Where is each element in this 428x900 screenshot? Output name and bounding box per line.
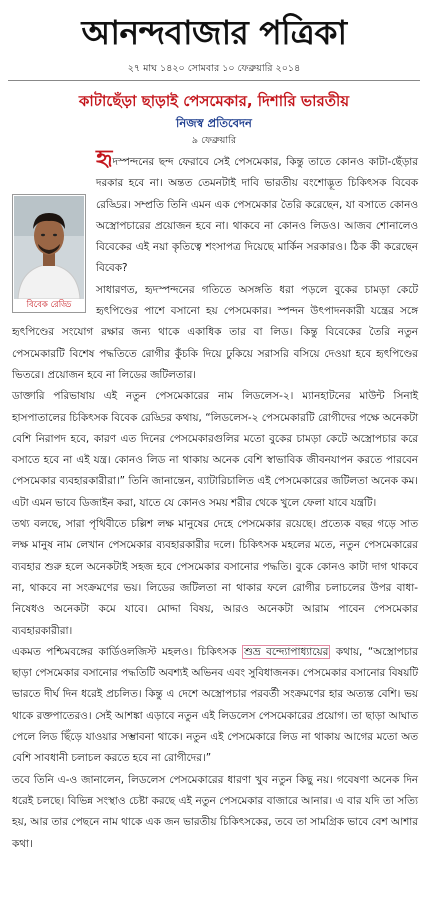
paragraph-1 xyxy=(12,146,418,310)
author-photo xyxy=(12,194,86,313)
paragraph-2-text: সাধারণত, হৃদস্পন্দনের গতিতে অসঙ্গতি ধরা পড়লে বুকের চামড়া কেটে হৃৎপিণ্ডের পাশে বসানো হয় পেসমেকার। স্পন্দন উৎপাদনকারী যন্ত্রের সঙ্গে হৃৎপিণ্ডের সংযোগ রক্ষার জন্য থাকে একাধিক তার বা লিড। কিন্তু বিবেকের তৈরি নতুন পেসমেকারটি বিশেষ পদ্ধতিতে রোগীর কুঁচকি দিয়ে ঢুকিয়ে সরাসরি বসিয়ে দেওয়া হবে হৃৎপিণ্ডের ভিতরে। প্রয়োজন হবে না লিডের জটিলতার। xyxy=(12,283,418,381)
byline: নিজস্ব প্রতিবেদন xyxy=(176,116,252,130)
paragraph-4-text: তথ্য বলছে, সারা পৃথিবীতে চল্লিশ লক্ষ মানুষের দেহে পেসমেকার রয়েছে। প্রত্যেক বছর গড়ে সাত লক্ষ মানুষ নাম লেখান পেসমেকার ব্যবহারকারীর দলে। চিকিৎসক মহলের মতে, নতুন পেসমেকারের ব্যবহার শুরু হলে অনেকটাই সহজ হবে পেসমেকার বসানোর পদ্ধতি। বুকে কোনও কাটা দাগ থাকবে না, থাকবে না সংক্রমণের ভয়। লিডের জটিলতা না থাকার ফলে রোগীর চলাচলের উপর বাধা-নিষেধও অনেকটা কমে যাবে। মোদ্দা বিষয়, আরও অনেকটা আরাম পাবেন পেসমেকার ব্যবহারকারীরা। xyxy=(12,518,418,637)
highlighted-name: শুভ্র বন্দ্যোপাধ্যায়ের xyxy=(243,645,329,658)
photo-caption: বিবেক রেড্ডি xyxy=(26,300,72,310)
paragraph-5 xyxy=(12,642,418,770)
drop-cap: হৃ xyxy=(96,146,113,171)
paragraph-6 xyxy=(12,770,418,855)
paragraph-3 xyxy=(12,386,418,514)
paragraph-4 xyxy=(12,514,418,642)
paragraph-3-text: ডাক্তারি পরিভাষায় এই নতুন পেসমেকারের নাম লিডলেস-২। ম্যানহাটনের মাউন্ট সিনাই হাসপাতালের চিকিৎসক বিবেক রেড্ডির কথায়, “লিডলেস-২ পেসমেকারটি রোগীদের পক্ষে অনেকটা বেশি নিরাপদ হবে, কারণ এত দিনের পেসমেকারগুলির মতো বুকের চামড়া কেটে অস্ত্রোপচার করে বসাতে হবে না এই যন্ত্র। কোনও লিড না থাকায় অনেক বেশি স্বাভাবিক জীবনযাপন করতে পারবেন পেসমেকার ব্যবহারকারীরা।” তিনি জানান্তেন, ব্যাটারিচালিত এই পেসমেকারের জটিলতা অনেক কম। এটা এমন ভাবে ডিজাইন করা, যাতে যে কোনও সময় শরীর থেকে খুলে ফেলা যাবে যন্ত্রটি। xyxy=(12,390,418,509)
paragraph-5-text: কথায়, “অস্ত্রোপচার ছাড়া পেসমেকার বসানোর পদ্ধতিটি অবশ্যই অভিনব এবং সুবিধাজনক। পেসমেকার বসানোর বিষয়টি ভারতে দীর্ঘ দিন ধরেই প্রচলিত। কিন্তু এ দেশে অস্ত্রোপচার পরবর্তী সংক্রমণের হার অত্যন্ত বেশি। ভয় থাকে রক্তপাতেরও। সেই আশঙ্কা এড়াবে নতুন এই লিডলেস পেসমেকারের প্রয়োগ। তা ছাড়া আঘাত পেলে লিড ছিঁড়ে যাওয়ার সম্ভাবনা থাকে। নতুন এই পেসমেকারে লিড না থাকায় আগের মতো অত বেশি সাবধানী চলাচল করতে হবে না রোগীদের।” xyxy=(12,645,418,765)
paragraph-1-text: দস্পন্দনের ছন্দ ফেরাবে সেই পেসমেকার, কিন্তু তাতে কোনও কাটা-ছেঁড়ার দরকার হবে না। অন্তত তেমনটাই দাবি ভারতীয় বংশোদ্ভূত চিকিৎসক বিবেক রেড্ডির। সম্প্রতি তিনি এমন এক পেসমেকার তৈরি করেছেন, যা বসাতে কোনও অস্ত্রোপচারের প্রয়োজন হবে না। থাকবে না কোনও লিডও। আজব শোনালেও বিবেকের এই নয়া কৃতিত্বে শংসাপত্র দিয়েছে মার্কিন সরকারও। ঠিক কী করেছেন বিবেক? xyxy=(96,156,418,275)
place-date: ৯ ফেব্রুয়ারি xyxy=(191,135,237,146)
paragraph-6-text: তবে তিনি এ-ও জানালেন, লিডলেস পেসমেকারের ধারণা খুব নতুন কিছু নয়। গবেষণা অনেক দিন ধরেই চলছে। বিভিন্ন সংস্থাও চেষ্টা করছে এই নতুন পেসমেকার বাজারে আনার। এ বার যদি তা সত্যি হয়, আর তার পেছনে নাম থাকে এক জন ভারতীয় চিকিৎসকের, তবে তা সামগ্রিক ভাবে বেশ আশার কথা। xyxy=(12,773,418,850)
masthead-logo: আনন্দবাজার পত্রিকা xyxy=(81,13,347,52)
headline: কাটাছেঁড়া ছাড়াই পেসমেকার, দিশারি ভারতীয় xyxy=(78,92,350,110)
article-body xyxy=(12,146,418,855)
paragraph-1-first xyxy=(96,156,418,274)
paragraph-5-lead: একমত পশ্চিমবঙ্গের কার্ডিওলজিস্ট মহলও। চিকিৎসক xyxy=(12,645,242,658)
dateline: ২৭ মাঘ ১৪২০ সোমবার ১০ ফেব্রুয়ারি ২০১৪ xyxy=(127,63,301,74)
divider xyxy=(8,80,420,81)
portrait-image xyxy=(14,196,84,299)
